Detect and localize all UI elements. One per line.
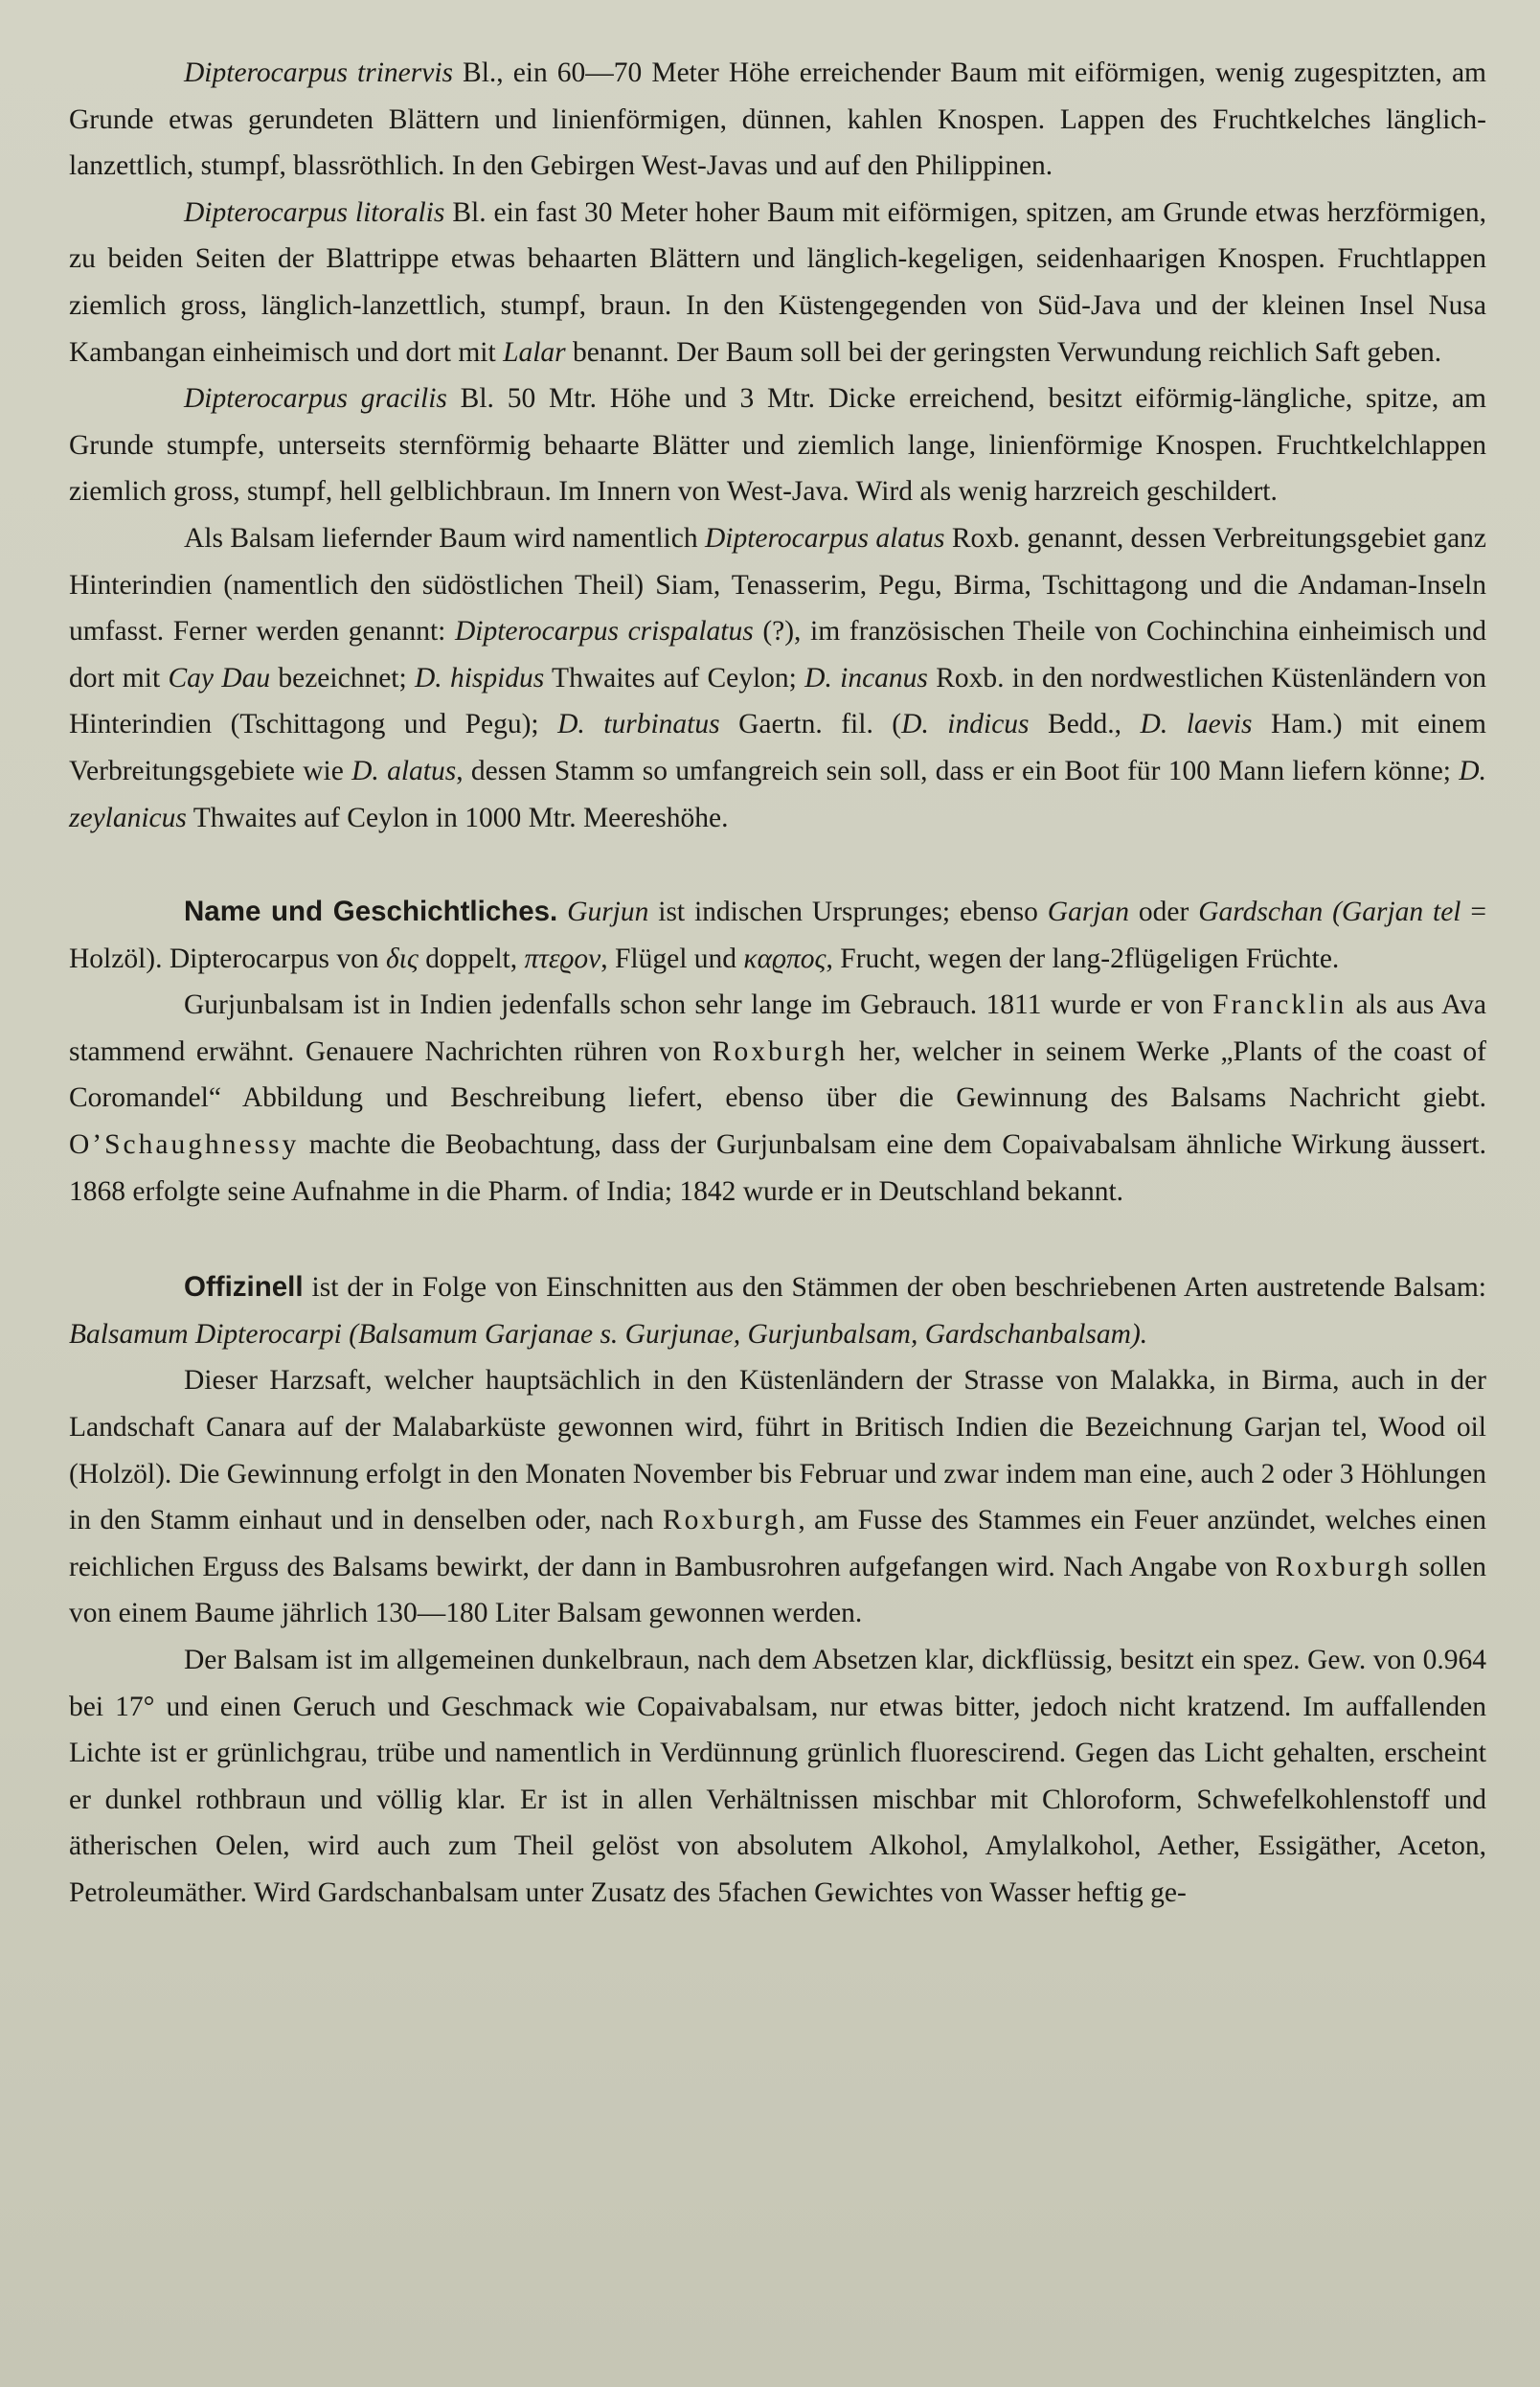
italic-text-run: καϱπος (743, 943, 827, 974)
text-run: Als Balsam liefernder Baum wird namentlich (184, 522, 705, 554)
text-run: Gurjunbalsam ist in Indien jedenfalls schon sehr lange im Gebrauch. 1811 wurde er von (184, 989, 1213, 1021)
italic-text-run: Dipterocarpus gracilis (184, 383, 447, 415)
paragraph-balsam-eigenschaften (69, 1637, 1486, 1917)
italic-text-run: D. indicus (901, 709, 1030, 740)
text-run: ist der in Folge von Einschnitten aus den Stämmen der oben beschriebenen Arten austretende Balsam: (303, 1272, 1486, 1304)
italic-text-run: Dipterocarpus trinervis (184, 57, 453, 88)
text-run: Thwaites auf Ceylon in 1000 Mtr. Meereshöhe. (186, 802, 729, 833)
text-run: benannt. Der Baum soll bei der geringsten Verwundung reichlich Saft geben. (565, 336, 1442, 368)
italic-text-run: D. incanus (804, 662, 928, 693)
text-run: Bl. ein fast 30 Meter hoher Baum mit eiförmigen, spitzen, am Grunde etwas herzförmigen, zu beiden Seiten der Blattrippe etwas behaarten Blättern und länglich-kegeligen, seidenhaarigen Knospen. Fruchtlappen ziemlich gross, länglich-lanzettlich, stumpf, braun. In den Küstengegenden von Süd-Java und der kleinen Insel Nusa Kambangan einheimisch und dort mit (69, 196, 1487, 368)
italic-text-run: Dipterocarpus alatus (704, 522, 945, 554)
italic-text-run: Balsamum Dipterocarpi (Balsamum Garjanae s. Gurjunae, Gurjunbalsam, Gardschanbalsam). (69, 1318, 1148, 1350)
text-run: , am Fusse des Stammes ein Feuer anzündet, welches einen reichlichen Erguss des Balsams bewirkt, der dann in Bambusrohren aufgefangen wird. Nach Angabe von (69, 1505, 1486, 1582)
italic-text-run: D. alatus (351, 755, 457, 786)
italic-text-run: Gardschan (Garjan tel (1198, 897, 1461, 928)
italic-text-run: πτεϱον (524, 943, 601, 974)
author-name: Francklin (1212, 989, 1348, 1021)
section-spacer (69, 1215, 1486, 1264)
text-run: , Frucht, wegen der lang-2flügeligen Früchte. (826, 943, 1340, 974)
italic-text-run: D. zeylanicus (69, 755, 1486, 833)
text-run: bezeichnet; (270, 662, 415, 693)
italic-text-run: Gurjun (567, 897, 649, 928)
text-run (557, 897, 567, 927)
paragraph-dipterocarpus-alatus (69, 515, 1486, 841)
text-run: Ham.) mit einem Verbreitungsgebiete wie (69, 709, 1486, 786)
text-run: Bedd., (1029, 709, 1141, 740)
text-run: her, welcher in seinem Werke „Plants of the coast of Coromandel“ Abbildung und Beschreibung liefert, ebenso über die Gewinnung des Balsams Nachricht giebt. (69, 1035, 1486, 1114)
text-run: Roxb. genannt, dessen Verbreitungsgebiet ganz Hinterindien (namentlich den südöstlichen Theil) Siam, Tenasserim, Pegu, Birma, Tschittagong und die Andaman-Inseln umfasst. Ferner werden genannt: (69, 522, 1487, 648)
paragraph-offizinell (69, 1264, 1486, 1357)
text-run: Gaertn. fil. ( (719, 709, 902, 740)
italic-text-run: Dipterocarpus crispalatus (454, 616, 754, 648)
paragraph-dipterocarpus-gracilis (69, 375, 1486, 515)
author-name: Roxburgh (1275, 1551, 1412, 1582)
text-run: machte die Beobachtung, dass der Gurjunbalsam eine dem Copaivabalsam ähnliche Wirkung äussert. 1868 erfolgte seine Aufnahme in die Pharm. of India; 1842 wurde er in Deutschland bekannt. (69, 1129, 1486, 1207)
paragraph-gurjunbalsam-history (69, 982, 1486, 1215)
author-name: Roxburgh (662, 1505, 799, 1536)
author-name: Roxburgh (712, 1035, 849, 1067)
text-run: sollen von einem Baume jährlich 130—180 Liter Balsam gewonnen werden. (69, 1551, 1487, 1629)
text-run: ist indischen Ursprunges; ebenso (648, 897, 1048, 928)
text-run: Dieser Harzsaft, welcher hauptsächlich in den Küstenländern der Strasse von Malakka, in Birma, auch in der Landschaft Canara auf der Malabarküste gewonnen wird, führt in Britisch Indien die Bezeichnung Garjan tel, Wood oil (Holzöl). Die Gewinnung erfolgt in den Monaten November bis Februar und zwar indem man eine, auch 2 oder 3 Höhlungen in den Stamm einhaut und in denselben oder, nach (69, 1365, 1486, 1536)
italic-text-run: Lalar (503, 336, 566, 368)
text-run: , dessen Stamm so umfangreich sein soll, dass er ein Boot für 100 Mann liefern könne; (456, 755, 1460, 786)
paragraph-dipterocarpus-litoralis (69, 190, 1486, 375)
italic-text-run: D. turbinatus (557, 709, 720, 740)
section-spacer (69, 841, 1486, 889)
italic-text-run: D. hispidus (414, 662, 545, 693)
paragraph-harzsaft-gewinnung (69, 1357, 1486, 1637)
text-run: Roxb. in den nordwestlichen Küstenländern von Hinterindien (Tschittagong und Pegu); (69, 662, 1487, 740)
paragraph-name-und-geschichtliches (69, 889, 1486, 982)
paragraph-dipterocarpus-trinervis (69, 50, 1486, 190)
text-run: , Flügel und (600, 943, 744, 974)
text-run: doppelt, (418, 943, 525, 974)
text-run: Bl. 50 Mtr. Höhe und 3 Mtr. Dicke erreichend, besitzt eiförmig-längliche, spitze, am Grunde stumpfe, unterseits sternförmig behaarte Blätter und ziemlich lange, linienförmige Knospen. Fruchtkelchlappen ziemlich gross, stumpf, hell gelblichbraun. Im Innern von West-Java. Wird als wenig harzreich geschildert. (69, 383, 1487, 508)
text-run: = Holzöl). Dipterocarpus von (69, 897, 1487, 974)
author-name: O’Schaughnessy (69, 1129, 300, 1161)
italic-text-run: Cay Dau (168, 662, 271, 693)
italic-text-run: δις (385, 943, 419, 974)
text-run: (?), im französischen Theile von Cochinchina einheimisch und dort mit (69, 616, 1486, 693)
text-run: als aus Ava stammend erwähnt. Genauere Nachrichten rühren von (69, 989, 1486, 1067)
text-run: Der Balsam ist im allgemeinen dunkelbraun, nach dem Absetzen klar, dickflüssig, besitzt ein spez. Gew. von 0.964 bei 17° und einen Geruch und Geschmack wie Copaivabalsam, nur etwas bitter, jedoch nicht kratzend. Im auffallenden Lichte ist er grünlichgrau, trübe und namentlich in Verdünnung grünlich fluorescirend. Gegen das Licht gehalten, erscheint er dunkel rothbraun und völlig klar. Er ist in allen Verhältnissen mischbar mit Chloroform, Schwefelkohlenstoff und ätherischen Oelen, wird auch zum Theil gelöst von absolutem Alkohol, Amylalkohol, Aether, Essigäther, Aceton, Petroleumäther. Wird Gardschanbalsam unter Zusatz des 5fachen Gewichtes von Wasser heftig ge- (69, 1645, 1486, 1908)
italic-text-run: Garjan (1047, 897, 1130, 928)
text-run: Thwaites auf Ceylon; (544, 662, 805, 693)
italic-text-run: Dipterocarpus litoralis (184, 196, 445, 228)
section-heading: Name und Geschichtliches. (184, 896, 558, 928)
section-heading: Offizinell (184, 1271, 304, 1304)
italic-text-run: D. laevis (1140, 709, 1253, 740)
text-run: Bl., ein 60—70 Meter Höhe erreichender Baum mit eiförmigen, wenig zugespitzten, am Grunde etwas gerundeten Blättern und linienförmigen, dünnen, kahlen Knospen. Lappen des Fruchtkelches länglich-lanzettlich, stumpf, blassröthlich. In den Gebirgen West-Javas und auf den Philippinen. (69, 57, 1486, 182)
text-run: oder (1129, 897, 1199, 928)
